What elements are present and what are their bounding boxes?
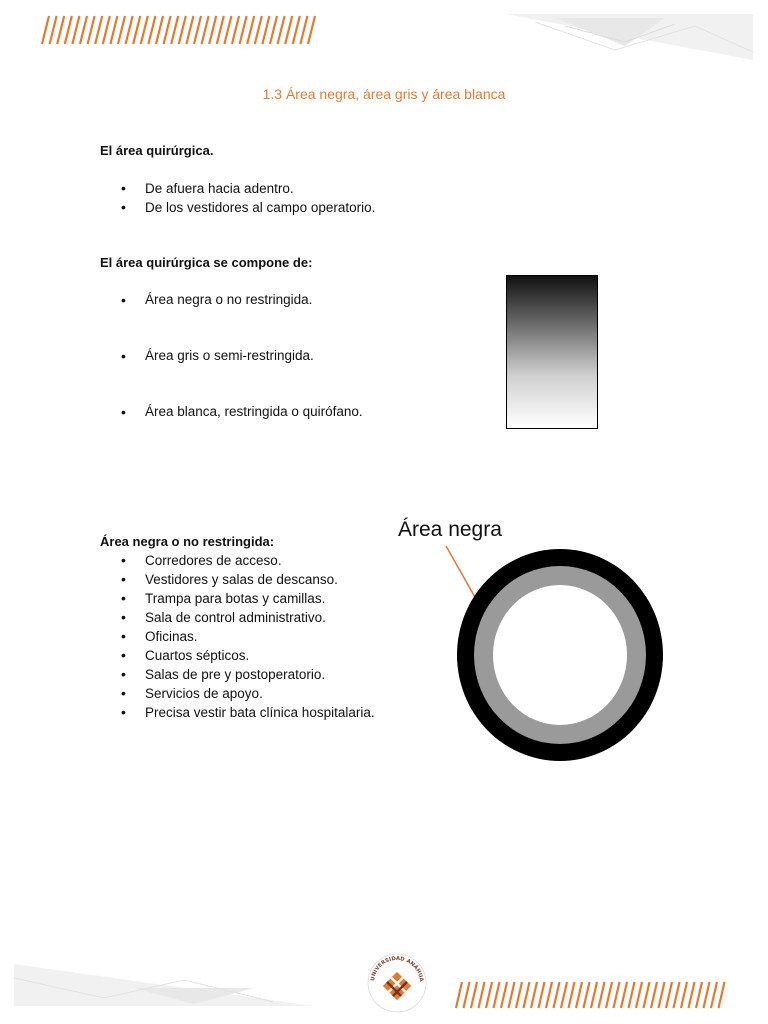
hatch-stripe bbox=[103, 16, 110, 44]
hatch-stripe bbox=[644, 982, 650, 1008]
page-title: 1.3 Área negra, área gris y área blanca bbox=[262, 86, 506, 102]
hatch-stripe bbox=[599, 982, 605, 1008]
hatch-stripe bbox=[651, 982, 657, 1008]
hatch-stripe bbox=[202, 16, 209, 44]
hatch-stripe bbox=[591, 982, 597, 1008]
hatch-stripe bbox=[179, 16, 186, 44]
hatch-stripe bbox=[666, 982, 672, 1008]
hatch-stripe bbox=[148, 16, 155, 44]
footer-hatch-decoration bbox=[452, 980, 734, 1010]
hatch-stripe bbox=[659, 982, 665, 1008]
hatch-stripe bbox=[217, 16, 224, 44]
list-item: • De los vestidores al campo operatorio. bbox=[100, 198, 375, 217]
hatch-stripe bbox=[72, 16, 79, 44]
hatch-stripe bbox=[270, 16, 277, 44]
hatch-stripe bbox=[240, 16, 247, 44]
hatch-stripe bbox=[156, 16, 163, 44]
bullet-list-area-negra bbox=[100, 551, 375, 722]
hatch-stripe bbox=[247, 16, 254, 44]
hatch-stripe bbox=[561, 982, 567, 1008]
hatch-stripe bbox=[308, 16, 315, 44]
section-heading-compone: El área quirúrgica se compone de: bbox=[100, 255, 313, 270]
hatch-stripe bbox=[531, 982, 537, 1008]
hatch-stripe bbox=[704, 982, 710, 1008]
list-item: • Vestidores y salas de descanso. bbox=[100, 570, 375, 589]
hatch-stripe bbox=[479, 982, 485, 1008]
hatch-stripe bbox=[711, 982, 717, 1008]
hatch-stripe bbox=[629, 982, 635, 1008]
hatch-stripe bbox=[501, 982, 507, 1008]
header-geometric-decoration bbox=[495, 12, 753, 62]
section-heading-area-negra: Área negra o no restringida: bbox=[100, 534, 275, 549]
hatch-stripe bbox=[546, 982, 552, 1008]
hatch-stripe bbox=[674, 982, 680, 1008]
hatch-stripe bbox=[539, 982, 545, 1008]
footer-geometric-decoration bbox=[14, 958, 314, 1008]
hatch-stripe bbox=[50, 16, 57, 44]
hatch-stripe bbox=[88, 16, 95, 44]
hatch-stripe bbox=[57, 16, 64, 44]
hatch-stripe bbox=[209, 16, 216, 44]
svg-text:UNIVERSIDAD ANÁHUAC: UNIVERSIDAD ANÁHUA bbox=[370, 955, 425, 983]
hatch-stripe bbox=[232, 16, 239, 44]
gradient-area-illustration bbox=[506, 275, 598, 429]
hatch-stripe bbox=[516, 982, 522, 1008]
list-item: • Área blanca, restringida o quirófano. bbox=[100, 403, 363, 423]
list-item: • Sala de control administrativo. bbox=[100, 608, 375, 627]
hatch-stripe bbox=[300, 16, 307, 44]
hatch-stripe bbox=[126, 16, 133, 44]
list-item: • Área negra o no restringida. bbox=[100, 291, 363, 347]
section-heading-area-quirurgica: El área quirúrgica. bbox=[100, 143, 214, 158]
hatch-stripe bbox=[689, 982, 695, 1008]
hatch-stripe bbox=[65, 16, 72, 44]
hatch-stripe bbox=[42, 16, 49, 44]
university-seal-logo bbox=[366, 952, 428, 1014]
hatch-stripe bbox=[614, 982, 620, 1008]
hatch-stripe bbox=[285, 16, 292, 44]
list-item: • Cuartos sépticos. bbox=[100, 646, 375, 665]
hatch-stripe bbox=[464, 982, 470, 1008]
area-ring-diagram bbox=[440, 540, 680, 780]
hatch-stripe bbox=[456, 982, 462, 1008]
hatch-stripe bbox=[524, 982, 530, 1008]
hatch-stripe bbox=[471, 982, 477, 1008]
hatch-stripe bbox=[719, 982, 725, 1008]
hatch-stripe bbox=[255, 16, 262, 44]
list-item: • Salas de pre y postoperatorio. bbox=[100, 665, 375, 684]
hatch-stripe bbox=[569, 982, 575, 1008]
hatch-stripe bbox=[636, 982, 642, 1008]
diagram-callout-label: Área negra bbox=[398, 518, 502, 541]
hatch-stripe bbox=[576, 982, 582, 1008]
hatch-stripe bbox=[118, 16, 125, 44]
hatch-stripe bbox=[606, 982, 612, 1008]
hatch-stripe bbox=[194, 16, 201, 44]
list-item: • Área gris o semi-restringida. bbox=[100, 347, 363, 403]
hatch-stripe bbox=[494, 982, 500, 1008]
hatch-stripe bbox=[133, 16, 140, 44]
hatch-stripe bbox=[80, 16, 87, 44]
hatch-stripe bbox=[164, 16, 171, 44]
hatch-stripe bbox=[293, 16, 300, 44]
hatch-stripe bbox=[621, 982, 627, 1008]
hatch-stripe bbox=[110, 16, 117, 44]
hatch-stripe bbox=[486, 982, 492, 1008]
hatch-stripe bbox=[186, 16, 193, 44]
hatch-stripe bbox=[141, 16, 148, 44]
hatch-stripe bbox=[681, 982, 687, 1008]
hatch-stripe bbox=[554, 982, 560, 1008]
hatch-stripe bbox=[224, 16, 231, 44]
bullet-list-areas bbox=[100, 291, 363, 423]
hatch-stripe bbox=[95, 16, 102, 44]
list-item: • De afuera hacia adentro. bbox=[100, 179, 375, 198]
hatch-stripe bbox=[171, 16, 178, 44]
hatch-stripe bbox=[278, 16, 285, 44]
bullet-list-area-quirurgica bbox=[100, 179, 375, 217]
hatch-stripe bbox=[696, 982, 702, 1008]
list-item: • Corredores de acceso. bbox=[100, 551, 375, 570]
header-hatch-decoration bbox=[38, 14, 322, 46]
hatch-stripe bbox=[509, 982, 515, 1008]
list-item: • Oficinas. bbox=[100, 627, 375, 646]
hatch-stripe bbox=[262, 16, 269, 44]
list-item: • Servicios de apoyo. bbox=[100, 684, 375, 703]
inner-circle-white bbox=[493, 585, 627, 725]
list-item: • Precisa vestir bata clínica hospitalaria. bbox=[100, 703, 375, 722]
list-item: • Trampa para botas y camillas. bbox=[100, 589, 375, 608]
hatch-stripe bbox=[584, 982, 590, 1008]
